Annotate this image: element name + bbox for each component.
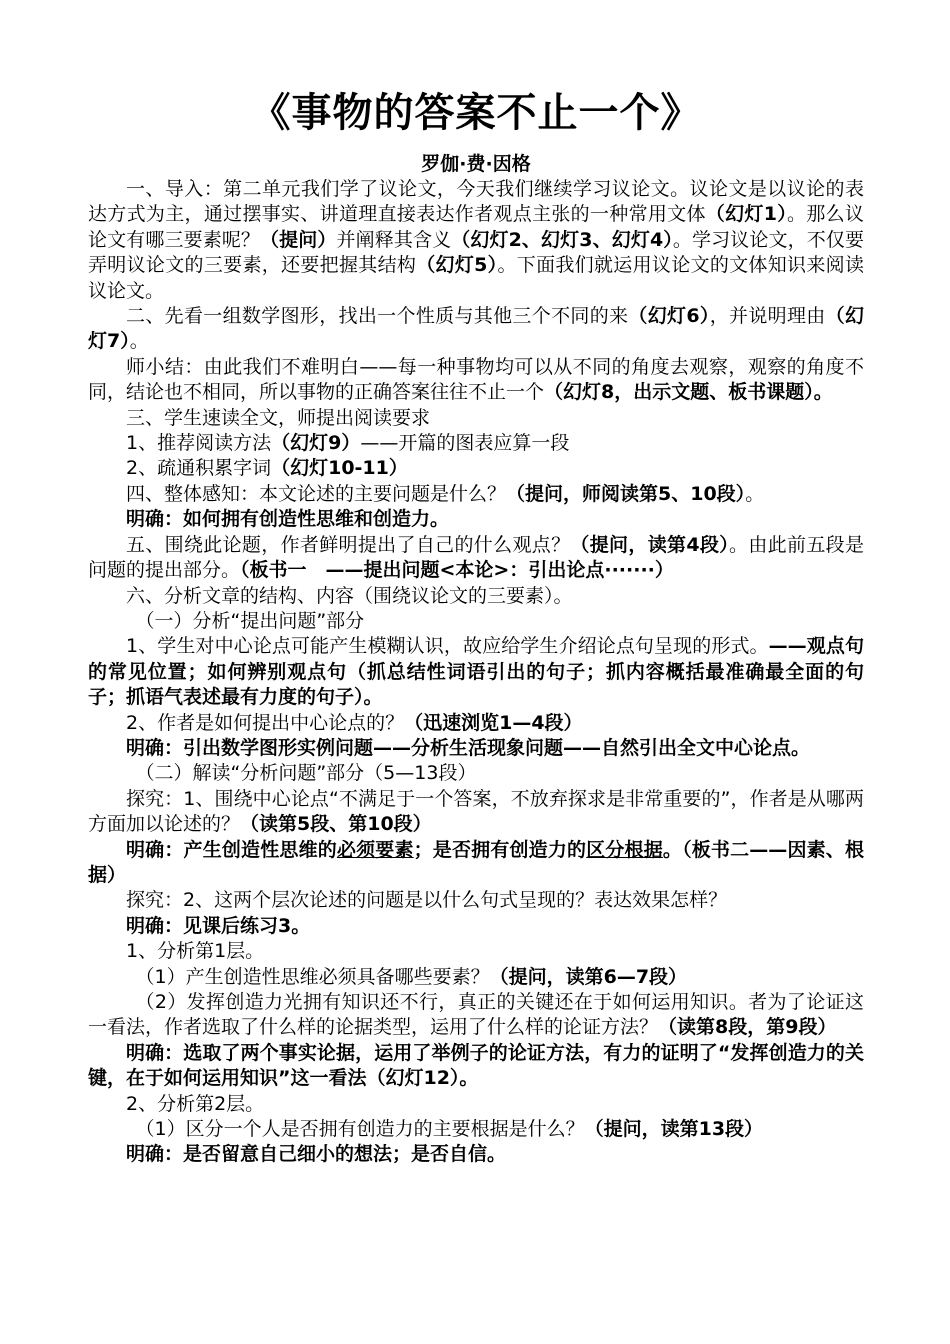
paragraph-vocab: 2、疏通积累字词（幻灯10-11） (126, 457, 408, 480)
paragraph-section-one: （一）分析“提出问题”部分 (135, 609, 365, 632)
paragraph-layer-one: 1、分析第1层。 (126, 940, 265, 963)
paragraph-answer-evidence: 明确：选取了两个事实论据，运用了举例子的论证方法，有力的证明了“发挥创造力的关键，在于如何运用知识”这一看法（幻灯12）。 (88, 1041, 864, 1090)
paragraph-reading: 三、学生速读全文，师提出阅读要求 (126, 406, 431, 429)
page-title: 《事物的答案不止一个》 (250, 89, 702, 136)
paragraph-layer-two: 2、分析第2层。 (126, 1092, 265, 1115)
paragraph-answer-factors: 明确：产生创造性思维的必须要素；是否拥有创造力的区分根据。（板书二——因素、根据） (88, 838, 864, 886)
paragraph-thesis-how: 2、作者是如何提出中心论点的？（迅速浏览1—4段） (126, 711, 583, 734)
paragraph-section-two: （二）解读“分析问题”部分（5—13段） (135, 762, 477, 785)
paragraph-answer-confidence: 明确：是否留意自己细小的想法；是否自信。 (126, 1143, 507, 1166)
paragraph-intro: 一、导入：第二单元我们学了议论文，今天我们继续学习议论文。议论文是以议论的表达方式为主，通过摆事实、讲道理直接表达作者观点主张的一种常用文体（幻灯1）。那么议论文有哪三要素呢？（提问）并阐释其含义（幻灯2、幻灯3、幻灯4）。学习议论文，不仅要弄明议论文的三要素，还要把握其结构（幻灯5）。下面我们就运用议论文的文体知识来阅读议论文。 (88, 178, 864, 302)
paragraph-thesis-forms: 1、学生对中心论点可能产生模糊认识，故应给学生介绍论点句呈现的形式。——观点句的常见位置；如何辨别观点句（抓总结性词语引出的句子；抓内容概括最准确最全面的句子；抓语气表述最有力度的句子）。 (88, 635, 864, 709)
paragraph-explore-two: 探究：2、这两个层次论述的问题是以什么句式呈现的？表达效果怎样？ (126, 889, 728, 912)
paragraph-answer-thesis: 明确：引出数学图形实例问题——分析生活现象问题——自然引出全文中心论点。 (126, 736, 811, 759)
paragraph-answer-topic: 明确：如何拥有创造性思维和创造力。 (126, 508, 450, 531)
paragraph-summary: 师小结：由此我们不难明白——每一种事物均可以从不同的角度去观察，观察的角度不同，结论也不相同，所以事物的正确答案往往不止一个（幻灯8，出示文题、板书课题）。 (88, 355, 864, 404)
paragraph-answer-exercise: 明确：见课后练习3。 (126, 914, 311, 937)
paragraph-perception: 四、整体感知：本文论述的主要问题是什么？（提问，师阅读第5、10段）。 (126, 482, 765, 505)
author-line: 罗伽·费·因格 (421, 153, 531, 175)
paragraph-viewpoint: 五、围绕此论题，作者鲜明提出了自己的什么观点？（提问，读第4段）。由此前五段是问题的提出部分。（板书一 ——提出问题<本论>：引出论点·······） (88, 533, 864, 582)
paragraph-shapes: 二、先看一组数学图形，找出一个性质与其他三个不同的来（幻灯6），并说明理由（幻灯7）。 (88, 305, 864, 353)
paragraph-question-three: （1）区分一个人是否拥有创造力的主要根据是什么？（提问，读第13段） (135, 1118, 764, 1141)
paragraph-structure: 六、分析文章的结构、内容（围绕议论文的三要素）。 (126, 584, 573, 607)
document-page (88, 88, 864, 1168)
paragraph-method: 1、推荐阅读方法（幻灯9）——开篇的图表应算一段 (126, 432, 570, 455)
paragraph-question-two: （2）发挥创造力光拥有知识还不行，真正的关键还在于如何运用知识。者为了论证这一看法，作者选取了什么样的论据类型，运用了什么样的论证方法？（读第8段，第9段） (88, 991, 864, 1039)
paragraph-explore-one: 探究：1、围绕中心论点“不满足于一个答案，不放弃探求是非常重要的”，作者是从哪两方面加以论述的？（读第5段、第10段） (88, 787, 864, 836)
paragraph-question-one: （1）产生创造性思维必须具备哪些要素？（提问，读第6—7段） (135, 965, 688, 988)
